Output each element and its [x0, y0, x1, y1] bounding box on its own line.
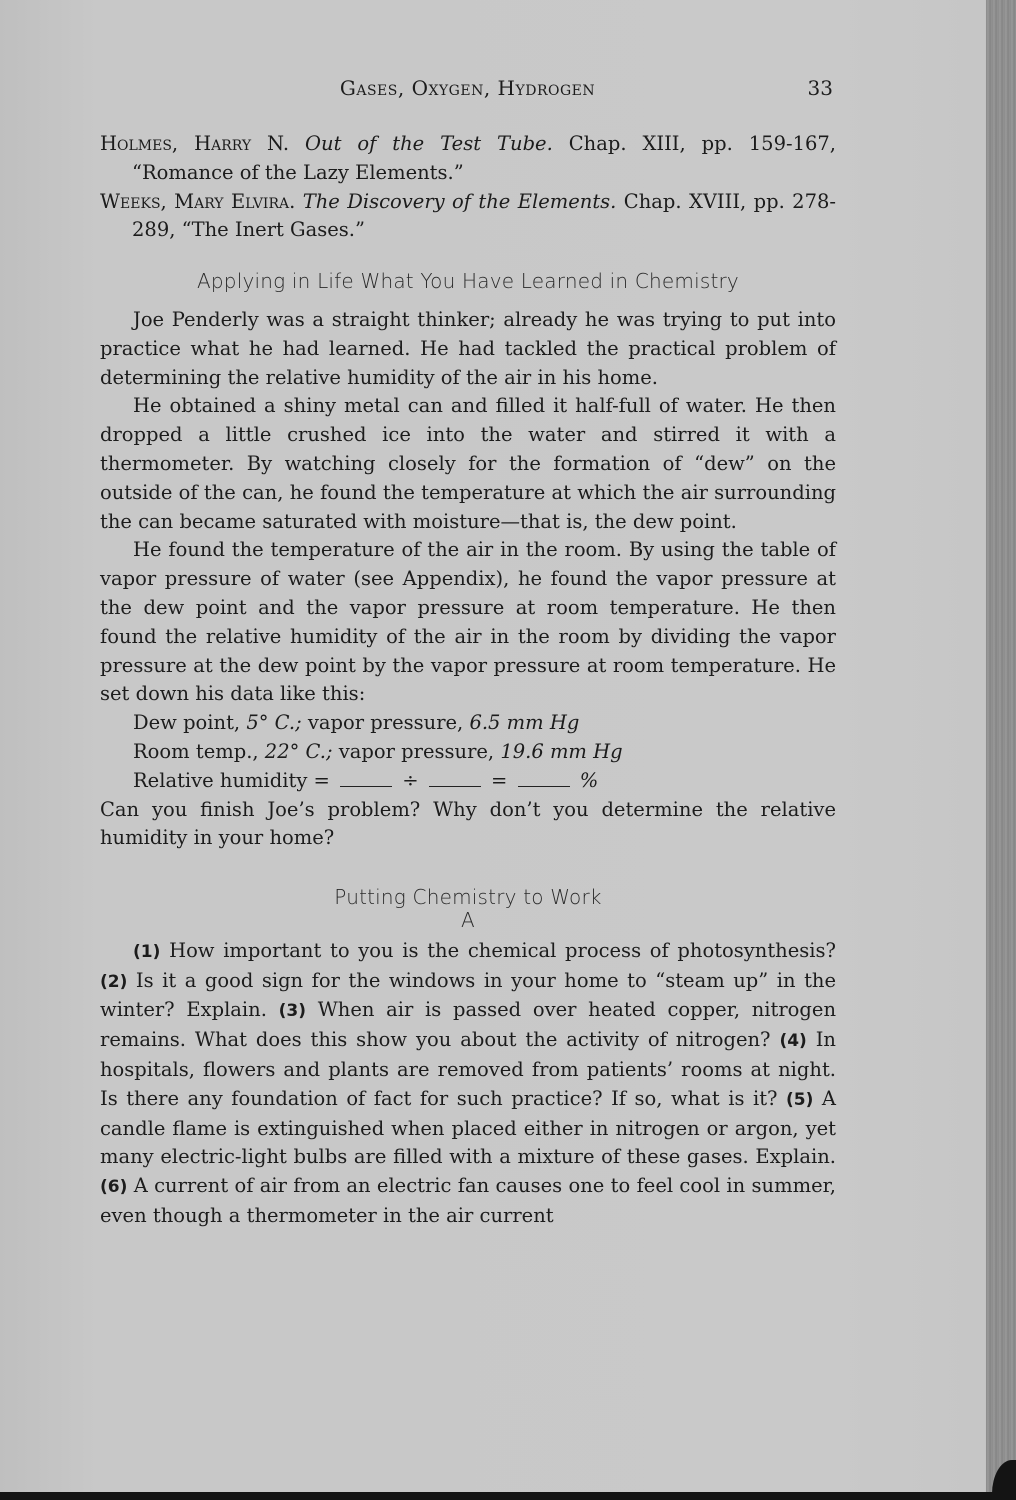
percent-sign: % — [579, 768, 599, 792]
paragraph: He obtained a shiny metal can and filled it half-full of water. He then dropped a little crushed ice into the water and stirred it with a thermometer. By watching closely for the formation of “dew” on the outside of the can, he found the temperature at which the air surrounding the can became saturated with moisture—that is, the dew point. — [100, 394, 836, 533]
reference-title: Out of the Test Tube. — [305, 132, 553, 155]
relative-humidity-line — [100, 767, 836, 796]
question-text: A candle flame is extinguished when placed either in nitrogen or argon, yet many electric-light bulbs are filled with a mixture of these gases. Explain. — [100, 1086, 837, 1169]
question-number: (5) — [786, 1089, 814, 1110]
dew-vp-value: 6.5 mm Hg — [469, 711, 580, 735]
reference-entry — [100, 130, 836, 188]
question-text: In hospitals, flowers and plants are removed from patients’ rooms at night. Is there any foundation of fact for such practice? If so, what is it? — [100, 1028, 836, 1110]
question-number: (2) — [100, 971, 128, 992]
question-text: When air is passed over heated copper, nitrogen remains. What does this show you about the activity of nitrogen? — [100, 998, 836, 1052]
reference-entry — [100, 188, 836, 246]
reference-details: Chap. XIII, pp. 159-167, “Romance of the Lazy Elements.” — [132, 132, 837, 184]
question-number: (4) — [779, 1031, 807, 1052]
question-number: (6) — [100, 1177, 128, 1198]
scan-bottom-border — [0, 1492, 1016, 1500]
room-temp-label: Room temp., — [133, 739, 265, 763]
room-temp-line — [100, 738, 836, 767]
running-head — [100, 76, 835, 104]
divide-sign: ÷ — [402, 768, 419, 792]
paragraph: He found the temperature of the air in the room. By using the table of vapor pressure of water (see Appendix), he found the vapor pressure at the dew point and the vapor pressure at room temperature. He then found the relative humidity of the air in the room by dividing the vapor pressure at the dew point by the vapor pressure at room temperature. He set down his data like this: — [100, 538, 836, 706]
book-page-edges — [986, 0, 1016, 1500]
answer-blank — [429, 772, 481, 787]
dew-vp-label: vapor pressure, — [301, 711, 470, 735]
dew-point-label: Dew point, — [133, 711, 247, 735]
question-text: A current of air from an electric fan causes one to feel cool in summer, even though a thermometer in the air current — [100, 1174, 836, 1227]
room-vp-value: 19.6 mm Hg — [500, 739, 623, 763]
section-heading-work: Putting Chemistry to Work — [334, 885, 602, 910]
answer-blank — [518, 772, 570, 787]
page-content — [100, 130, 836, 1231]
running-title: Gases, Oxygen, Hydrogen — [339, 76, 596, 100]
question-number: (3) — [278, 1001, 307, 1022]
page-number: 33 — [807, 76, 833, 100]
paragraph: Joe Penderly was a straight thinker; already he was trying to put into practice what he had learned. He had tackled the practical problem of determining the relative humidity of the air in his home. — [100, 307, 836, 389]
reference-title: The Discovery of the Elements. — [302, 189, 617, 213]
room-vp-label: vapor pressure, — [332, 739, 501, 763]
room-temp-value: 22° C.; — [264, 739, 333, 763]
question-text: Is it a good sign for the windows in your home to “steam up” in the winter? Explain. — [100, 968, 836, 1022]
rh-label: Relative humidity = — [133, 768, 330, 792]
dew-point-line — [100, 709, 836, 738]
section-letter: A — [461, 907, 475, 932]
answer-blank — [340, 772, 392, 787]
question-number: (1) — [133, 941, 161, 962]
questions-paragraph — [100, 937, 836, 1231]
reference-author: Weeks, Mary Elvira. — [100, 189, 296, 213]
closing-question: Can you finish Joe’s problem? Why don’t you determine the relative humidity in your home? — [100, 797, 836, 850]
equals-sign: = — [491, 768, 508, 792]
reference-author: Holmes, Harry N. — [100, 132, 290, 155]
section-heading-applying: Applying in Life What You Have Learned in Chemistry — [197, 269, 739, 294]
reference-details: Chap. XVIII, pp. 278-289, “The Inert Gases.” — [132, 189, 836, 242]
dew-point-value: 5° C.; — [246, 711, 302, 735]
question-text: How important to you is the chemical process of photosynthesis? — [160, 938, 836, 962]
